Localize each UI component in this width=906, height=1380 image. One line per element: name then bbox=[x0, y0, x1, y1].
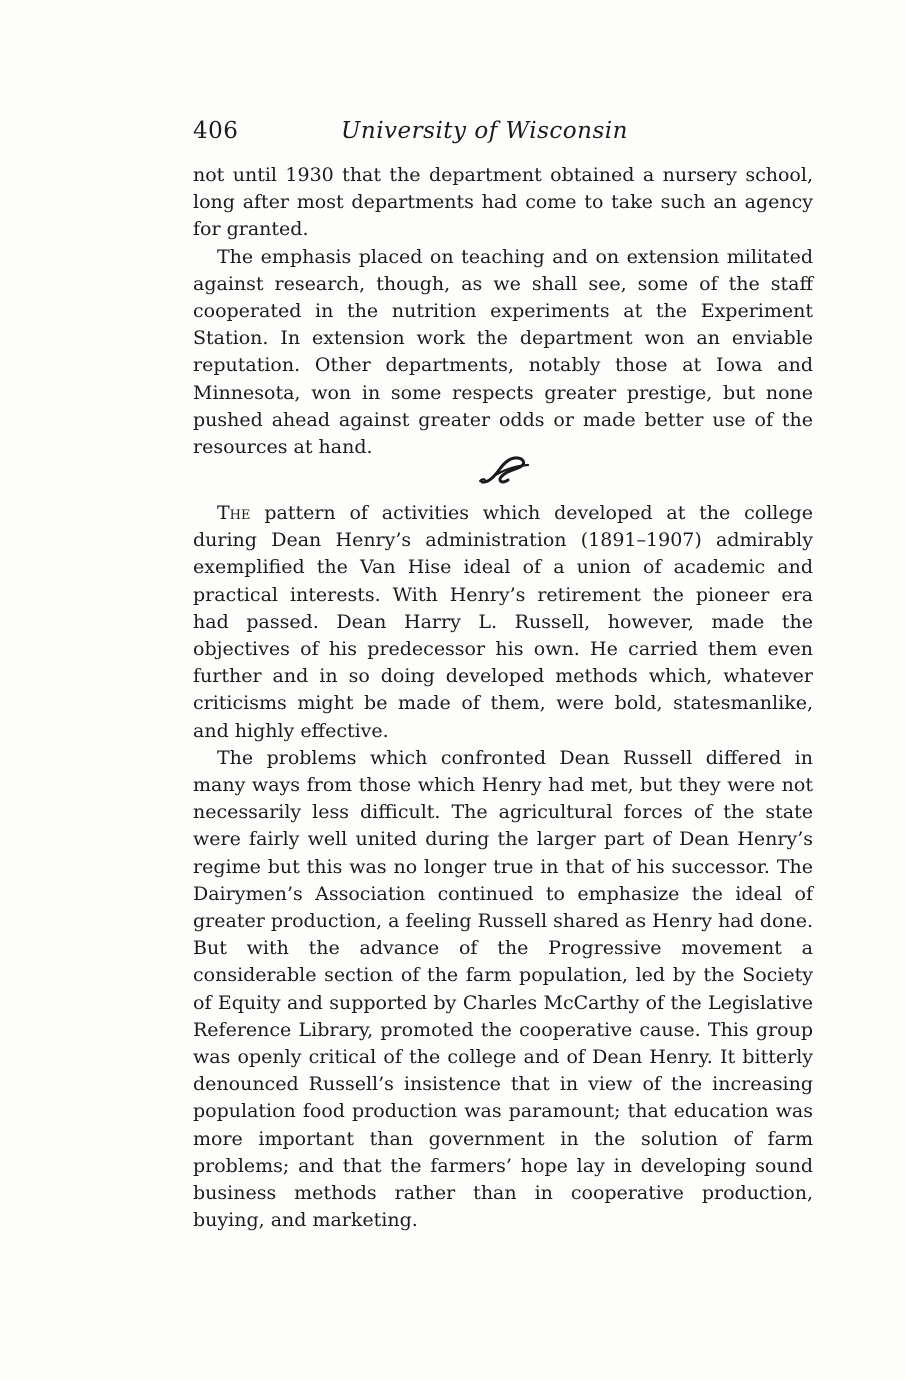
paragraph-lead-word: The bbox=[217, 502, 251, 524]
flourish-icon bbox=[476, 453, 532, 487]
text-block-top bbox=[193, 162, 813, 461]
paragraph-russell-problems: The problems which confronted Dean Russell differed in many ways from those which Henry had met, but they were not necessarily less difficult. The agricultural forces of the state were fairly well united during the larger part of Dean Henry’s regime but this was no longer true in that of his successor. The Dairymen’s Association continued to emphasize the ideal of greater production, a feeling Russell shared as Henry had done. But with the advance of the Progressive movement a considerable section of the farm population, led by the Society of Equity and supported by Charles McCarthy of the Legislative Reference Library, promoted the cooperative cause. This group was openly critical of the college and of Dean Henry. It bitterly denounced Russell’s insistence that in view of the increasing population food production was paramount; that education was more important than government in the solution of farm problems; and that the farmers’ hope lay in developing sound business methods rather than in cooperative production, buying, and marketing. bbox=[193, 746, 813, 1232]
page-number: 406 bbox=[193, 118, 239, 144]
paragraph-henry-era-text: pattern of activities which developed at the college during Dean Henry’s administration (1891–1907) admirably exemplified the Van Hise ideal of a union of academic and practical interests. With Henry’s retirement the pioneer era had passed. Dean Harry L. Russell, however, made the objectives of his predecessor his own. He carried them even further and in so doing developed methods which, whatever criticisms might be made of them, were bold, statesmanlike, and highly effective. bbox=[193, 502, 813, 742]
paragraph-henry-era bbox=[193, 500, 813, 745]
paragraph-continuation: not until 1930 that the department obtained a nursery school, long after most departments had come to take such an agency for granted. bbox=[193, 164, 813, 241]
text-block-bottom bbox=[193, 500, 813, 1234]
running-title: University of Wisconsin bbox=[341, 118, 628, 144]
paragraph-extension: The emphasis placed on teaching and on extension militated against research, though, as we shall see, some of the staff cooperated in the nutrition experiments at the Experiment Station. In extension work the department won an enviable reputation. Other departments, notably those at Iowa and Minnesota, won in some respects greater prestige, but none pushed ahead against greater odds or made better use of the resources at hand. bbox=[193, 245, 813, 459]
running-header bbox=[193, 118, 813, 152]
